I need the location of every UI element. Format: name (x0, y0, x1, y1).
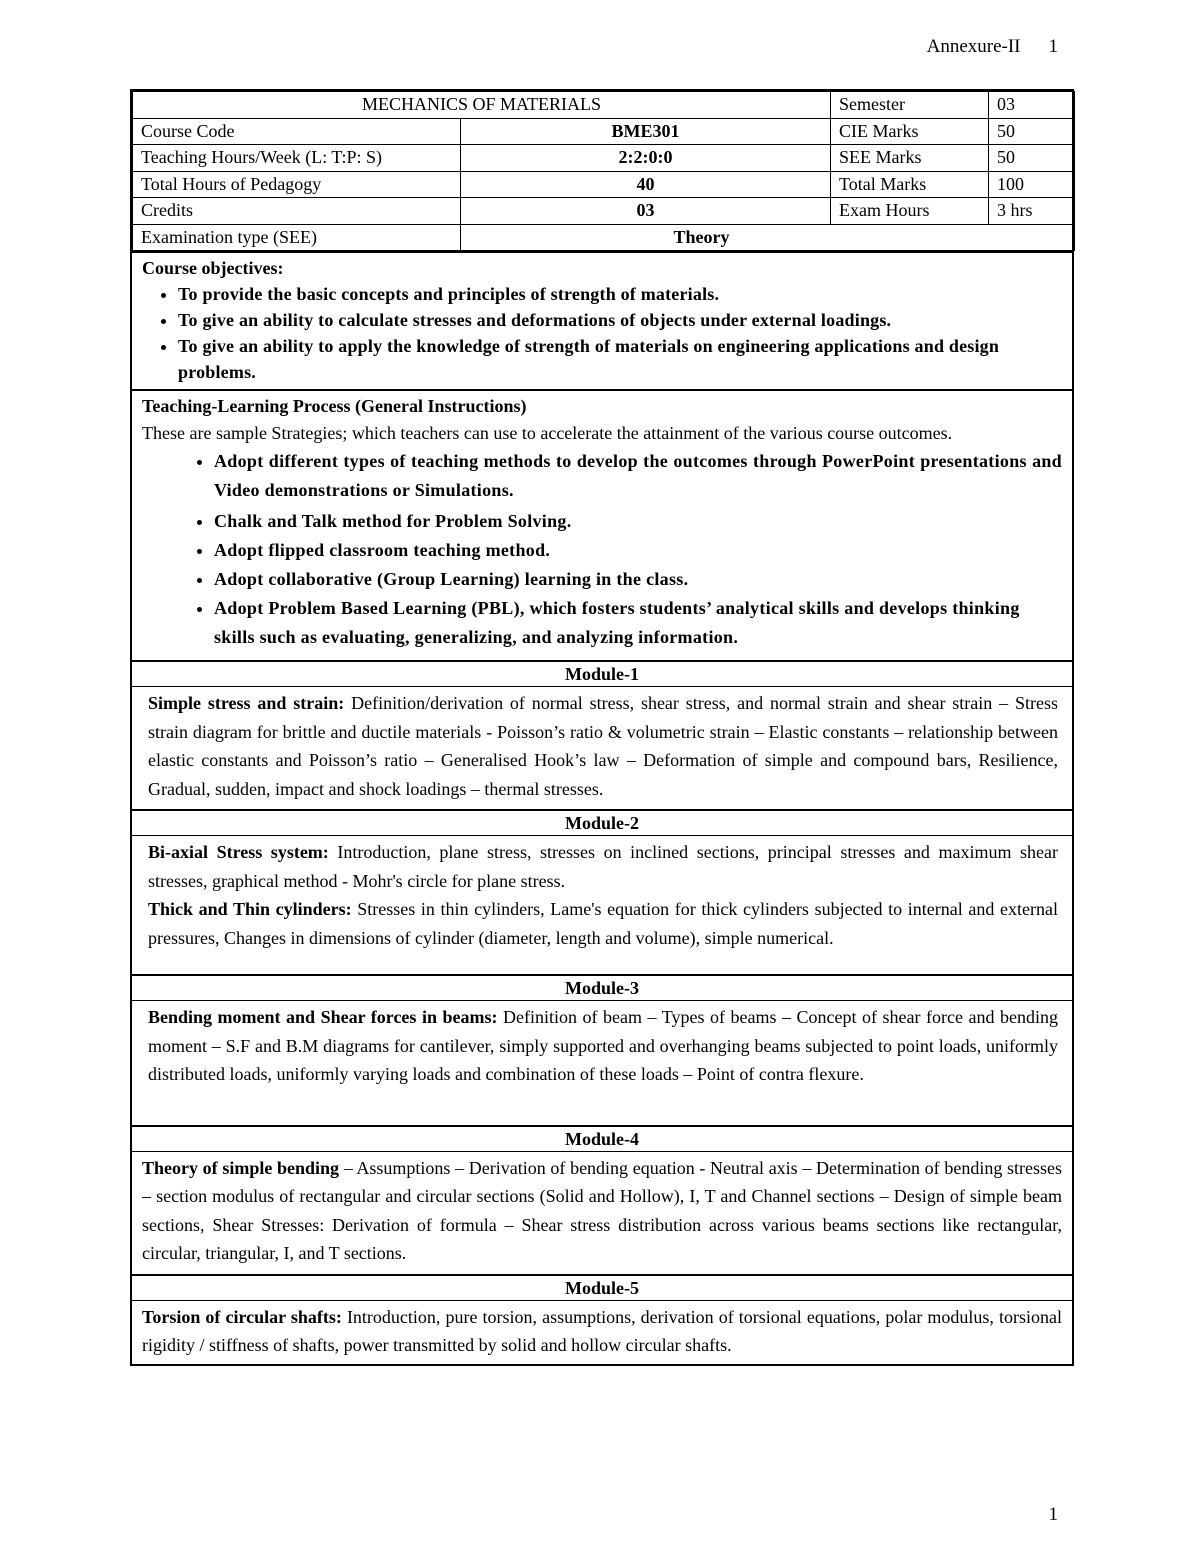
module-3-title: Module-3 (132, 974, 1072, 1001)
module-4-content (132, 1152, 1072, 1274)
info-label: Credits (133, 198, 461, 225)
module-paragraph (148, 1003, 1058, 1089)
module-text: – Assumptions – Derivation of bending equation - Neutral axis – Determination of bending stresses – section modulus of rectangular and circular sections (Solid and Hollow), I, T and Channel sections – Design of simple beam sections, Shear Stresses: Derivation of formula – Shear stress distribution across various beams sections like rectangular, circular, triangular, I, and T sections. (142, 1157, 1062, 1263)
info-label: Teaching Hours/Week (L: T:P: S) (133, 145, 461, 172)
info-value: BME301 (461, 118, 831, 145)
info-value: 40 (461, 171, 831, 198)
module-4-title: Module-4 (132, 1125, 1072, 1152)
semester-value: 03 (989, 92, 1075, 119)
module-topic: Bending moment and Shear forces in beams: (148, 1007, 498, 1027)
info-row (133, 171, 1075, 198)
list-item: • Chalk and Talk method for Problem Solving. (214, 507, 1062, 536)
teaching-learning-process (132, 389, 1072, 660)
module-paragraph (142, 1303, 1062, 1360)
info-right-value: 3 hrs (989, 198, 1075, 225)
module-1-title: Module-1 (132, 660, 1072, 687)
exam-type-value: Theory (461, 224, 1075, 251)
list-item: • Adopt different types of teaching methods to develop the outcomes through PowerPoint presentations and Video demonstrations or Simulations. (214, 447, 1062, 505)
syllabus-sheet (130, 89, 1074, 1366)
module-text: Introduction, plane stress, stresses on inclined sections, principal stresses and maximum shear stresses, graphical method - Mohr's circle for plane stress. (148, 842, 1058, 891)
list-item: • To provide the basic concepts and principles of strength of materials. (178, 281, 1062, 307)
info-right-label: Exam Hours (831, 198, 989, 225)
info-right-label: CIE Marks (831, 118, 989, 145)
module-1-content (132, 687, 1072, 809)
module-2-title: Module-2 (132, 809, 1072, 836)
course-title: MECHANICS OF MATERIALS (133, 92, 831, 119)
info-right-label: Total Marks (831, 171, 989, 198)
info-value: 2:2:0:0 (461, 145, 831, 172)
info-right-value: 50 (989, 145, 1075, 172)
list-item: • To give an ability to calculate stresses and deformations of objects under external loadings. (178, 307, 1062, 333)
list-item: • Adopt flipped classroom teaching method. (214, 536, 1062, 565)
module-text: Definition of beam – Types of beams – Concept of shear force and bending moment – S.F and B.M diagrams for cantilever, simply supported and overhanging beams subjected to point loads, uniformly distributed loads, uniformly varying loads and combination of these loads – Point of contra flexure. (148, 1007, 1059, 1084)
module-paragraph (148, 838, 1058, 895)
module-5-content (132, 1301, 1072, 1364)
list-item: • Adopt collaborative (Group Learning) learning in the class. (214, 565, 1062, 594)
module-text: Introduction, pure torsion, assumptions, derivation of torsional equations, polar modulus, torsional rigidity / stiffness of shafts, power transmitted by solid and hollow circular shafts. (142, 1306, 1062, 1355)
module-paragraph (142, 1154, 1062, 1268)
list-item: • Adopt Problem Based Learning (PBL), which fosters students’ analytical skills and develops thinking skills such as evaluating, generalizing, and analyzing information. (214, 594, 1062, 652)
info-label: Total Hours of Pedagogy (133, 171, 461, 198)
module-2-content (132, 836, 1072, 974)
info-row (133, 198, 1075, 225)
course-title-row (133, 92, 1075, 119)
module-paragraph (148, 895, 1058, 952)
module-3-content (132, 1001, 1072, 1125)
objectives-list (142, 281, 1062, 385)
info-label: Course Code (133, 118, 461, 145)
info-right-label: SEE Marks (831, 145, 989, 172)
module-topic: Simple stress and strain: (148, 693, 345, 713)
exam-type-label: Examination type (SEE) (133, 224, 461, 251)
list-item: • To give an ability to apply the knowledge of strength of materials on engineering applications and design problems. (178, 333, 1062, 385)
course-objectives (132, 251, 1072, 389)
teaching-title: Teaching-Learning Process (General Instructions) (142, 396, 527, 416)
module-text: Stresses in thin cylinders, Lame's equation for thick cylinders subjected to internal and external pressures, Changes in dimensions of cylinder (diameter, length and volume), simple numerical. (148, 899, 1058, 948)
module-text: Definition/derivation of normal stress, shear stress, and normal strain and shear strain – Stress strain diagram for brittle and ductile materials - Poisson’s ratio & volumetric strain – Elastic constants – relationship between elastic constants and Poisson’s ratio – Generalised Hook’s law – Deformation of simple and compound bars, Resilience, Gradual, sudden, impact and shock loadings – thermal stresses. (148, 693, 1058, 799)
module-topic: Theory of simple bending (142, 1157, 340, 1178)
module-paragraph (148, 689, 1058, 803)
course-info-table (132, 91, 1075, 251)
teaching-intro: These are sample Strategies; which teachers can use to accelerate the attainment of the various course outcomes. (142, 423, 953, 443)
semester-label: Semester (831, 92, 989, 119)
module-topic: Thick and Thin cylinders: (148, 899, 352, 919)
objectives-title: Course objectives: (142, 258, 284, 278)
module-5-title: Module-5 (132, 1274, 1072, 1301)
module-topic: Torsion of circular shafts: (142, 1306, 342, 1327)
info-row (133, 118, 1075, 145)
teaching-list (142, 447, 1062, 652)
info-right-value: 50 (989, 118, 1075, 145)
info-right-value: 100 (989, 171, 1075, 198)
exam-type-row (133, 224, 1075, 251)
annexure-label: Annexure-II (926, 36, 1021, 57)
info-row (133, 145, 1075, 172)
header-page-number: 1 (1048, 36, 1058, 57)
module-topic: Bi-axial Stress system: (148, 842, 329, 862)
info-value: 03 (461, 198, 831, 225)
page-header (927, 36, 1058, 58)
footer-page-number: 1 (1048, 1504, 1058, 1525)
